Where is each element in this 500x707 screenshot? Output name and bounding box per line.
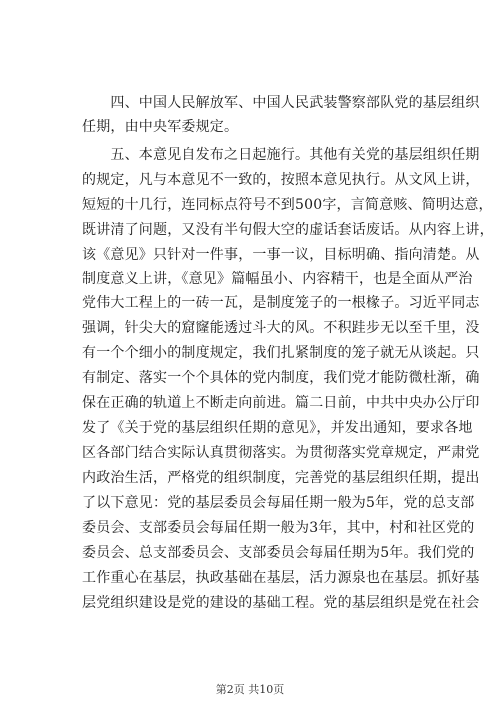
text-line: 的规定，凡与本意见不一致的，按照本意见执行。从文风上讲， xyxy=(82,172,480,188)
text-line: 层党组织建设是党的建设的基础工程。党的基层组织是党在社会 xyxy=(82,595,480,611)
text-line: 短短的十几行，连同标点符号不到500字，言简意赅、简明达意， xyxy=(82,197,493,213)
text-line: 五、本意见自发布之日起施行。其他有关党的基层组织任期 xyxy=(82,147,480,163)
text-line: 制度意义上讲，《意见》篇幅虽小、内容精干，也是全面从严治 xyxy=(82,271,473,287)
text-line: 任期，由中央军委规定。 xyxy=(82,119,239,135)
text-line: 工作重心在基层，执政基础在基层，活力源泉也在基层。抓好基 xyxy=(82,570,480,586)
text-line: 党伟大工程上的一砖一瓦，是制度笼子的一根椽子。习近平同志 xyxy=(82,295,480,311)
text-line: 有一个个细小的制度规定，我们扎紧制度的笼子就无从谈起。只 xyxy=(82,345,480,361)
text-line: 既讲清了问题，又没有半句假大空的虚话套话废话。从内容上讲， xyxy=(82,222,494,238)
text-line: 强调，针尖大的窟窿能透过斗大的风。不积跬步无以至千里，没 xyxy=(82,320,480,336)
text-line: 委员会、总支部委员会、支部委员会每届任期为5年。我们党的 xyxy=(82,545,475,561)
text-line: 有制定、落实一个个具体的党内制度，我们党才能防微杜渐，确 xyxy=(82,370,480,386)
text-line: 了以下意见：党的基层委员会每届任期一般为5年，党的总支部 xyxy=(82,495,475,511)
page-number-footer: 第2页 共10页 xyxy=(215,683,285,696)
text-line: 内政治生活，严格党的组织制度，完善党的基层组织任期，提出 xyxy=(82,470,480,486)
text-line: 委员会、支部委员会每届任期一般为3年，其中，村和社区党的 xyxy=(82,520,475,536)
text-line: 发了《关于党的基层组织任期的意见》，并发出通知，要求各地 xyxy=(82,420,473,436)
text-line: 保在正确的轨道上不断走向前进。篇二日前，中共中央办公厅印 xyxy=(82,395,480,411)
text-line: 该《意见》只针对一件事，一事一议，目标明确、指向清楚。从 xyxy=(82,247,480,263)
text-line: 四、中国人民解放军、中国人民武装警察部队党的基层组织 xyxy=(82,95,480,111)
text-line: 区各部门结合实际认真贯彻落实。为贯彻落实党章规定，严肃党 xyxy=(82,445,480,461)
